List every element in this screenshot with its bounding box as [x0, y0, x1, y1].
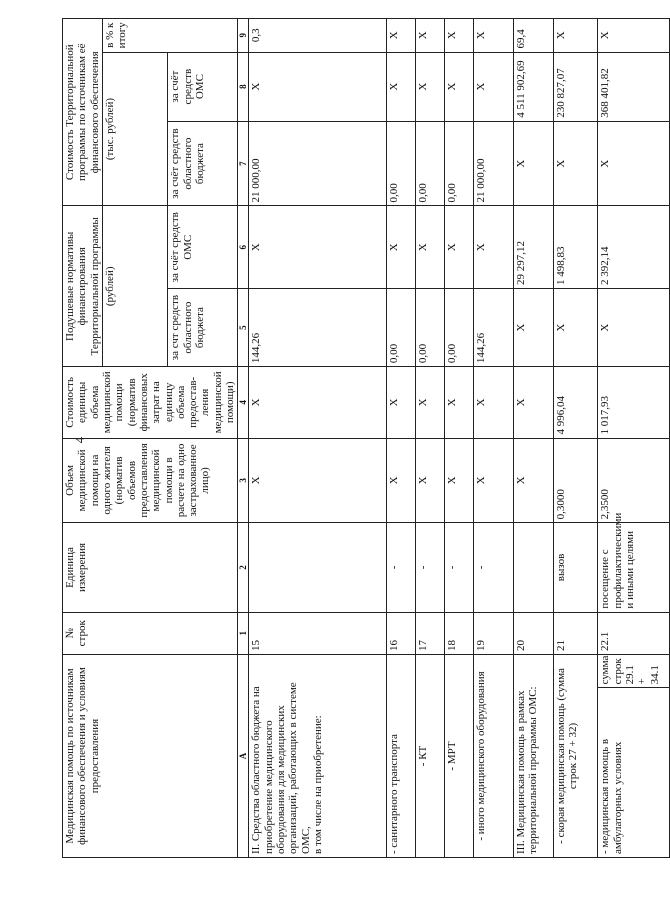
row-oms-cost: Х — [445, 52, 474, 121]
table-row — [513, 19, 553, 858]
header-program-cost-unit: (тыс. рублей) — [102, 52, 167, 206]
row-regional-norm: 144,26 — [249, 289, 387, 367]
row-unit: - — [416, 523, 445, 612]
header-regional-budget-cost: за счёт средств областного бюджета — [168, 121, 238, 206]
column-number: 3 — [238, 438, 249, 523]
row-regional-cost: 0,00 — [445, 121, 474, 206]
header-unit-cost: Стоимость единицы объема медицинской помощи (норматив финансовых затрат на единицу объема предостав-ления медицинской помощи) — [63, 367, 238, 438]
row-oms-cost: Х — [387, 52, 416, 121]
row-name: - санитарного транспорта — [387, 654, 416, 857]
row-unit-cost: 1 017,93 — [598, 367, 670, 438]
row-unit: вызов — [553, 523, 597, 612]
row-regional-norm: Х — [553, 289, 597, 367]
row-percent: Х — [473, 19, 513, 53]
row-regional-cost: Х — [553, 121, 597, 206]
header-per-capita-group — [63, 206, 103, 367]
table-row — [416, 19, 445, 858]
row-oms-norm: Х — [445, 206, 474, 289]
row-volume: 2,3500 — [598, 438, 670, 523]
row-unit: - — [445, 523, 474, 612]
row-unit — [249, 523, 387, 612]
row-unit — [513, 523, 553, 612]
column-number: 4 — [238, 367, 249, 438]
header-unit: Единица измерения — [63, 523, 238, 612]
row-unit-cost: Х — [513, 367, 553, 438]
row-name-text: II. Средства областного бюджета на приобретение медицинского оборудования для медицинских организаций, работающих в системе ОМС, — [250, 682, 312, 854]
row-volume: Х — [249, 438, 387, 523]
row-oms-norm: 1 498,83 — [553, 206, 597, 289]
row-percent: Х — [553, 19, 597, 53]
row-regional-norm: 0,00 — [445, 289, 474, 367]
row-name: - скорая медицинская помощь (сумма строк 27 + 32) — [553, 654, 597, 857]
row-percent: Х — [387, 19, 416, 53]
row-unit-cost: Х — [387, 367, 416, 438]
row-sum-rows: 29.1 + 34.1 — [623, 665, 661, 685]
row-oms-cost: Х — [473, 52, 513, 121]
row-name: - МРТ — [445, 654, 474, 857]
column-number: 2 — [238, 523, 249, 612]
row-regional-cost: 0,00 — [387, 121, 416, 206]
row-number: 18 — [445, 612, 474, 654]
table-row — [249, 19, 387, 858]
row-regional-cost: Х — [513, 121, 553, 206]
row-regional-norm: 0,00 — [416, 289, 445, 367]
row-number: 21 — [553, 612, 597, 654]
row-volume: Х — [416, 438, 445, 523]
row-regional-cost: 21 000,00 — [473, 121, 513, 206]
row-unit-cost: Х — [416, 367, 445, 438]
row-percent: 69,4 — [513, 19, 553, 53]
table-row — [387, 19, 416, 858]
row-regional-norm: Х — [598, 289, 670, 367]
row-number: 22.1 — [598, 612, 670, 654]
table-row — [445, 19, 474, 858]
row-oms-norm: Х — [416, 206, 445, 289]
row-name: - КТ — [416, 654, 445, 857]
page-number: 4 — [72, 436, 87, 444]
table-row — [553, 19, 597, 858]
row-sum-label: сумма строк — [599, 655, 624, 685]
row-oms-norm: 2 392,14 — [598, 206, 670, 289]
column-number: 6 — [238, 206, 249, 289]
rotated-table-wrapper — [62, 18, 661, 858]
header-per-capita-unit: (рублей) — [102, 206, 167, 367]
header-oms-norm: за счёт средств ОМС — [168, 206, 238, 289]
row-percent: Х — [445, 19, 474, 53]
financing-table — [62, 18, 670, 858]
row-number: 17 — [416, 612, 445, 654]
table-row — [473, 19, 513, 858]
row-percent: Х — [598, 19, 670, 53]
table-row — [598, 19, 670, 858]
row-number: 16 — [387, 612, 416, 654]
column-number: 5 — [238, 289, 249, 367]
row-oms-cost: 230 827,07 — [553, 52, 597, 121]
row-name: III. Медицинская помощь в рамках территориальной программы ОМС: — [513, 654, 553, 857]
header-oms-cost: за счёт средств ОМС — [168, 52, 238, 121]
row-regional-norm: 144,26 — [473, 289, 513, 367]
row-unit-cost: 4 996,04 — [553, 367, 597, 438]
row-number: 15 — [249, 612, 387, 654]
row-unit-cost: Х — [445, 367, 474, 438]
row-unit-cost: Х — [473, 367, 513, 438]
column-number: 7 — [238, 121, 249, 206]
row-percent: 0,3 — [249, 19, 387, 53]
row-oms-norm: Х — [387, 206, 416, 289]
row-number: 20 — [513, 612, 553, 654]
row-oms-cost: Х — [416, 52, 445, 121]
header-program-cost-group — [63, 19, 103, 206]
row-oms-cost: 368 401,82 — [598, 52, 670, 121]
row-name: - медицинская помощь в амбулаторных условиях — [598, 688, 670, 858]
row-oms-cost: 4 511 902,69 — [513, 52, 553, 121]
row-volume: Х — [445, 438, 474, 523]
row-oms-norm: 29 297,12 — [513, 206, 553, 289]
header-program-cost-title: Стоимость Территориальной программы по источникам её финансового обеспечения — [64, 43, 101, 181]
row-regional-norm: 0,00 — [387, 289, 416, 367]
row-sum-of-rows — [598, 654, 670, 687]
row-oms-cost: Х — [249, 52, 387, 121]
column-number: 8 — [238, 52, 249, 121]
row-volume: Х — [513, 438, 553, 523]
header-row-number: № строк — [63, 612, 238, 654]
column-number: 1 — [238, 612, 249, 654]
header-volume: Объем медицинской помощи на одного жителя (норматив объемов предоставления медицинской помощи в расчете на одно застрахованное лицо) — [63, 438, 238, 523]
row-regional-cost: 0,00 — [416, 121, 445, 206]
row-unit: - — [473, 523, 513, 612]
row-unit-cost: Х — [249, 367, 387, 438]
row-regional-norm: Х — [513, 289, 553, 367]
column-number: А — [238, 654, 249, 857]
row-name-extra: в том числе на приобретение: — [312, 715, 325, 854]
row-volume: Х — [387, 438, 416, 523]
row-regional-cost: 21 000,00 — [249, 121, 387, 206]
header-percent-total: в % к итогу — [102, 19, 237, 53]
row-name: - иного медицинского оборудования — [473, 654, 513, 857]
row-name — [249, 654, 387, 857]
row-unit: посещение с профилактическими и иными целями — [598, 523, 670, 612]
row-number: 19 — [473, 612, 513, 654]
row-oms-norm: Х — [473, 206, 513, 289]
header-per-capita-title: Подушевые нормативы финансирования Территориальной программы — [64, 217, 101, 356]
row-volume: 0,3000 — [553, 438, 597, 523]
column-number: 9 — [238, 19, 249, 53]
header-regional-budget-norm: за счт средств областного бюджета — [168, 289, 238, 367]
row-percent: Х — [416, 19, 445, 53]
row-volume: Х — [473, 438, 513, 523]
row-oms-norm: Х — [249, 206, 387, 289]
header-care-type: Медицинская помощь по источникам финансового обеспечения и условиям предоставления — [63, 654, 238, 857]
row-unit: - — [387, 523, 416, 612]
row-regional-cost: Х — [598, 121, 670, 206]
